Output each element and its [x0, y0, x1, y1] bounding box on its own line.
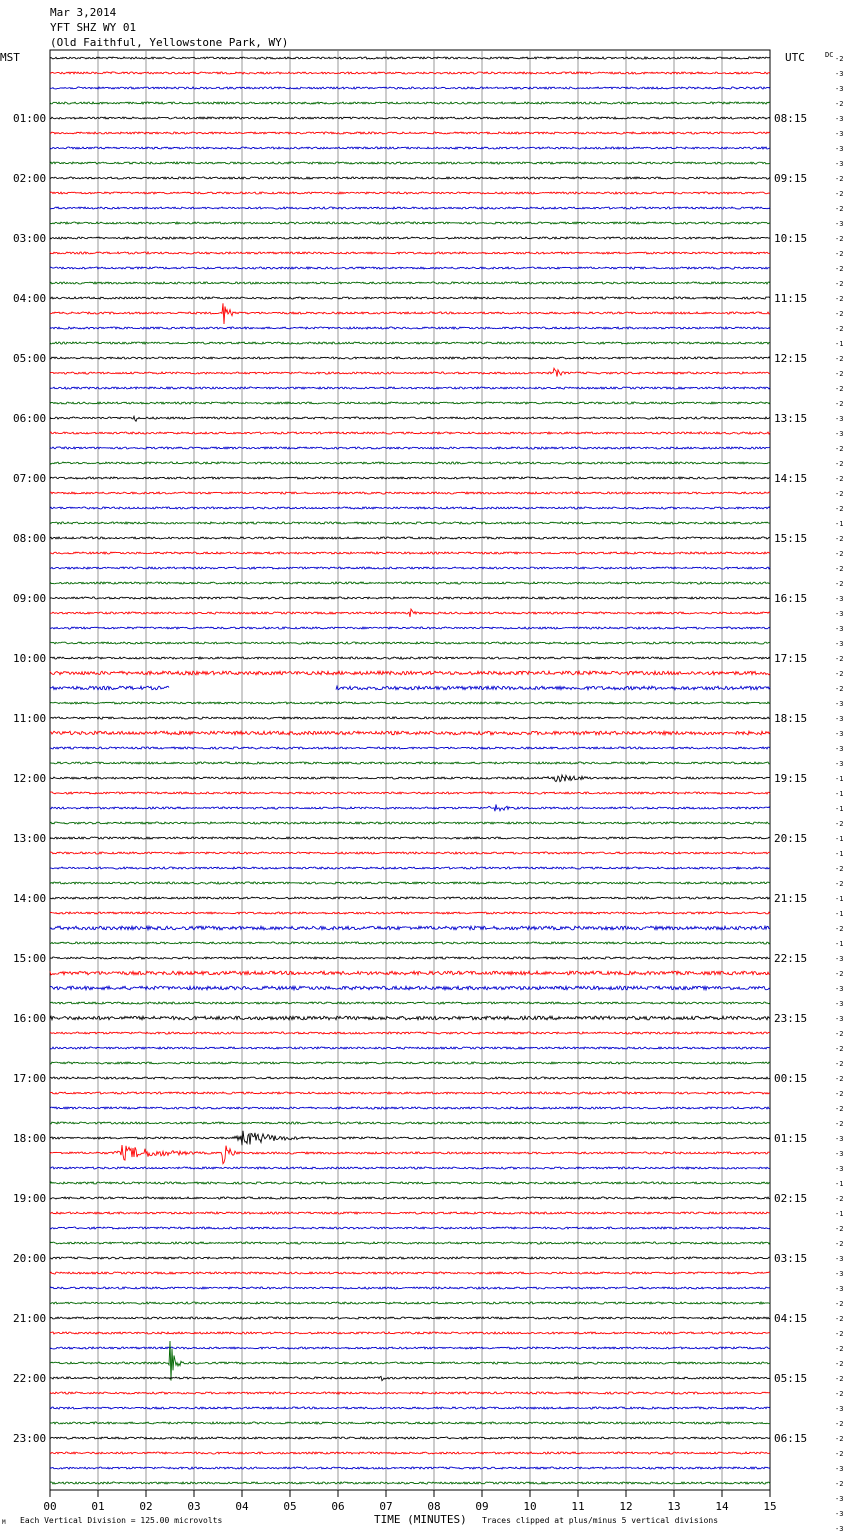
dc-offset-label: -3: [835, 1405, 844, 1413]
dc-offset-label: -2: [835, 100, 844, 108]
header-station: YFT SHZ WY 01: [50, 21, 137, 34]
trace-row-60: [50, 957, 770, 959]
dc-offset-label: -2: [835, 685, 844, 693]
trace-row-66: [50, 1047, 770, 1049]
trace-row-40: [50, 657, 770, 659]
left-hour-label: 22:00: [13, 1372, 47, 1385]
dc-offset-label: -2: [835, 1075, 844, 1083]
trace-row-10: [50, 207, 770, 209]
dc-offset-label: -3: [835, 1510, 844, 1518]
right-hour-label: 05:15: [774, 1372, 808, 1385]
x-axis-label: TIME (MINUTES): [374, 1513, 467, 1526]
dc-offset-label: -2: [835, 1105, 844, 1113]
dc-offset-label: -2: [835, 550, 844, 558]
dc-offset-label: -1: [835, 940, 844, 948]
dc-offset-label: -2: [835, 310, 844, 318]
right-hour-label: 14:15: [774, 472, 808, 485]
dc-offset-label: -2: [835, 1315, 844, 1323]
trace-row-19: [50, 342, 770, 344]
trace-row-49: [50, 792, 770, 794]
scale-note: Each Vertical Division = 125.00 microvolts: [20, 1516, 223, 1525]
trace-row-1: [50, 72, 770, 74]
trace-row-76: [50, 1197, 770, 1199]
trace-row-61: [50, 971, 770, 975]
left-hour-label: 10:00: [13, 652, 47, 665]
trace-row-64: [50, 1016, 770, 1020]
x-tick-label: 08: [427, 1500, 441, 1513]
left-hour-label: 03:00: [13, 232, 47, 245]
dc-offset-label: -3: [835, 985, 844, 993]
trace-row-22: [50, 387, 770, 389]
dc-offset-label: -2: [835, 1480, 844, 1488]
dc-offset-label: -1: [835, 850, 844, 858]
trace-row-48: [50, 775, 770, 782]
trace-row-23: [50, 402, 770, 404]
trace-row-15: [50, 282, 770, 284]
trace-row-0: [50, 57, 770, 59]
dc-offset-label: -2: [835, 880, 844, 888]
left-hour-label: 21:00: [13, 1312, 47, 1325]
dc-offset-label: -3: [835, 730, 844, 738]
trace-row-16: [50, 297, 770, 299]
left-hour-label: 01:00: [13, 112, 47, 125]
dc-offset-label: -1: [835, 805, 844, 813]
dc-offset-label: -3: [835, 1150, 844, 1158]
trace-row-29: [50, 492, 770, 494]
trace-row-26: [50, 447, 770, 449]
dc-offset-label: -2: [835, 1045, 844, 1053]
x-tick-label: 10: [523, 1500, 537, 1513]
right-hour-label: 19:15: [774, 772, 808, 785]
right-hour-label: 13:15: [774, 412, 808, 425]
dc-offset-label: -3: [835, 610, 844, 618]
trace-row-83: [50, 1302, 770, 1304]
x-tick-label: 05: [283, 1500, 297, 1513]
dc-offset-label: -2: [835, 865, 844, 873]
trace-row-59: [50, 942, 770, 944]
dc-offset-label: -2: [835, 1345, 844, 1353]
dc-offset-label: -1: [835, 1180, 844, 1188]
dc-offset-label: -3: [835, 145, 844, 153]
dc-offset-label: -2: [835, 1060, 844, 1068]
dc-offset-label: -2: [835, 250, 844, 258]
dc-offset-label: -1: [835, 910, 844, 918]
trace-row-70: [50, 1107, 770, 1109]
dc-offset-label: -2: [835, 655, 844, 663]
trace-row-4: [50, 117, 770, 119]
right-hour-label: 21:15: [774, 892, 808, 905]
dc-offset-label: -2: [835, 565, 844, 573]
dc-offset-label: -3: [835, 85, 844, 93]
dc-offset-label: -3: [835, 1000, 844, 1008]
right-hour-label: 11:15: [774, 292, 808, 305]
trace-row-42: [50, 686, 770, 690]
dc-offset-label: -2: [835, 1330, 844, 1338]
dc-offset-label: -2: [835, 1360, 844, 1368]
trace-row-84: [50, 1317, 770, 1319]
dc-offset-label: -1: [835, 775, 844, 783]
trace-row-41: [50, 671, 770, 675]
dc-offset-label: -2: [835, 490, 844, 498]
dc-offset-label: -2: [835, 1435, 844, 1443]
trace-row-52: [50, 837, 770, 839]
dc-offset-label: -2: [835, 385, 844, 393]
trace-row-50: [50, 805, 770, 812]
trace-row-88: [50, 1376, 770, 1380]
x-tick-label: 11: [571, 1500, 585, 1513]
dc-offset-label: -2: [835, 265, 844, 273]
dc-offset-label: -2: [835, 280, 844, 288]
right-hour-label: 04:15: [774, 1312, 808, 1325]
dc-offset-label: -1: [835, 520, 844, 528]
dc-offset-label: -2: [835, 460, 844, 468]
trace-row-27: [50, 462, 770, 464]
trace-row-91: [50, 1422, 770, 1424]
right-hour-label: 06:15: [774, 1432, 808, 1445]
trace-row-38: [50, 627, 770, 629]
left-hour-label: 07:00: [13, 472, 47, 485]
dc-offset-label: -2: [835, 925, 844, 933]
dc-offset-label: -3: [835, 625, 844, 633]
header-location: (Old Faithful, Yellowstone Park, WY): [50, 36, 289, 49]
dc-label: DC: [825, 51, 834, 59]
seismic-traces: [50, 57, 770, 1484]
trace-row-24: [50, 416, 770, 421]
dc-offset-label: -2: [835, 475, 844, 483]
trace-row-55: [50, 882, 770, 884]
trace-row-89: [50, 1392, 770, 1394]
trace-row-28: [50, 477, 770, 479]
trace-row-63: [50, 1002, 770, 1004]
dc-offset-label: -3: [835, 745, 844, 753]
dc-offset-label: -3: [835, 640, 844, 648]
trace-row-72: [50, 1131, 770, 1145]
dc-offset-label: -3: [835, 700, 844, 708]
x-tick-label: 12: [619, 1500, 633, 1513]
trace-row-11: [50, 222, 770, 224]
dc-offset-label: -2: [835, 190, 844, 198]
trace-row-20: [50, 357, 770, 359]
trace-row-47: [50, 762, 770, 764]
trace-row-78: [50, 1227, 770, 1229]
dc-offset-label: -1: [835, 790, 844, 798]
trace-row-93: [50, 1452, 770, 1454]
clip-note: Traces clipped at plus/minus 5 vertical divisions: [482, 1516, 719, 1525]
dc-offset-label: -3: [835, 115, 844, 123]
trace-row-34: [50, 567, 770, 569]
dc-offset-label: -3: [835, 70, 844, 78]
dc-offset-label: -2: [835, 1300, 844, 1308]
dc-offset-label: -3: [835, 415, 844, 423]
trace-row-65: [50, 1032, 770, 1034]
left-hour-label: 02:00: [13, 172, 47, 185]
trace-row-46: [50, 747, 770, 749]
left-hour-label: 11:00: [13, 712, 47, 725]
left-hour-label: 08:00: [13, 532, 47, 545]
dc-offset-label: -1: [835, 1210, 844, 1218]
x-tick-label: 14: [715, 1500, 729, 1513]
trace-row-25: [50, 432, 770, 434]
trace-row-92: [50, 1437, 770, 1439]
dc-offset-label: -2: [835, 325, 844, 333]
trace-row-17: [50, 303, 770, 324]
trace-row-56: [50, 897, 770, 899]
dc-offset-label: -3: [835, 1525, 844, 1533]
dc-offset-label: -2: [835, 235, 844, 243]
dc-offset-label: -3: [835, 1285, 844, 1293]
dc-offset-label: -2: [835, 1120, 844, 1128]
dc-offset-label: -3: [835, 715, 844, 723]
left-hour-label: 18:00: [13, 1132, 47, 1145]
left-hour-label: 14:00: [13, 892, 47, 905]
dc-offset-label: -2: [835, 670, 844, 678]
dc-offset-label: -3: [835, 160, 844, 168]
trace-row-81: [50, 1272, 770, 1274]
dc-offset-labels: [835, 55, 843, 1534]
left-hour-label: 16:00: [13, 1012, 47, 1025]
dc-offset-label: -3: [835, 955, 844, 963]
x-tick-label: 15: [763, 1500, 777, 1513]
trace-row-39: [50, 642, 770, 644]
dc-offset-label: -2: [835, 1450, 844, 1458]
x-tick-label: 09: [475, 1500, 489, 1513]
left-hour-label: 12:00: [13, 772, 47, 785]
right-hour-label: 16:15: [774, 592, 808, 605]
right-hour-label: 08:15: [774, 112, 808, 125]
x-tick-label: 06: [331, 1500, 345, 1513]
dc-offset-label: -3: [835, 1255, 844, 1263]
trace-row-5: [50, 132, 770, 134]
trace-row-18: [50, 327, 770, 329]
trace-row-21: [50, 368, 770, 376]
trace-row-68: [50, 1077, 770, 1079]
x-tick-label: 13: [667, 1500, 681, 1513]
dc-offset-label: -3: [835, 1165, 844, 1173]
trace-row-6: [50, 147, 770, 149]
left-timezone-label: MST: [0, 51, 20, 64]
trace-row-13: [50, 252, 770, 254]
trace-row-80: [50, 1257, 770, 1259]
trace-row-31: [50, 522, 770, 524]
left-hour-label: 15:00: [13, 952, 47, 965]
trace-row-37: [50, 609, 770, 617]
right-hour-label: 00:15: [774, 1072, 808, 1085]
dc-offset-label: -3: [835, 1465, 844, 1473]
dc-offset-label: -1: [835, 895, 844, 903]
trace-row-74: [50, 1167, 770, 1169]
right-hour-label: 22:15: [774, 952, 808, 965]
trace-row-86: [50, 1347, 770, 1349]
left-hour-label: 04:00: [13, 292, 47, 305]
x-axis-ticks: [43, 1490, 776, 1513]
dc-offset-label: -2: [835, 505, 844, 513]
left-hour-label: 20:00: [13, 1252, 47, 1265]
trace-row-32: [50, 537, 770, 539]
x-tick-label: 00: [43, 1500, 57, 1513]
left-hour-label: 06:00: [13, 412, 47, 425]
right-hour-label: 20:15: [774, 832, 808, 845]
dc-offset-label: -2: [835, 175, 844, 183]
trace-row-94: [50, 1467, 770, 1469]
right-hour-label: 10:15: [774, 232, 808, 245]
dc-offset-label: -2: [835, 1240, 844, 1248]
dc-offset-label: -3: [835, 430, 844, 438]
trace-row-51: [50, 822, 770, 824]
trace-row-44: [50, 717, 770, 719]
trace-row-14: [50, 267, 770, 269]
trace-row-67: [50, 1062, 770, 1064]
left-hour-label: 23:00: [13, 1432, 47, 1445]
trace-row-77: [50, 1212, 770, 1214]
trace-row-75: [50, 1182, 770, 1184]
dc-offset-label: -3: [835, 1270, 844, 1278]
right-timezone-label: UTC: [785, 51, 805, 64]
trace-row-12: [50, 237, 770, 239]
right-hour-label: 02:15: [774, 1192, 808, 1205]
header-date: Mar 3,2014: [50, 6, 117, 19]
x-tick-label: 02: [139, 1500, 153, 1513]
right-hour-labels: [774, 112, 807, 1445]
trace-row-35: [50, 582, 770, 584]
dc-offset-label: -2: [835, 535, 844, 543]
dc-offset-label: -2: [835, 1030, 844, 1038]
trace-row-90: [50, 1407, 770, 1409]
dc-offset-label: -3: [835, 1015, 844, 1023]
corner-mark: M: [2, 1519, 6, 1526]
left-hour-labels: [13, 112, 46, 1445]
x-tick-label: 01: [91, 1500, 105, 1513]
dc-offset-label: -2: [835, 355, 844, 363]
dc-offset-label: -2: [835, 1090, 844, 1098]
trace-row-8: [50, 177, 770, 179]
dc-offset-label: -2: [835, 970, 844, 978]
x-tick-label: 07: [379, 1500, 393, 1513]
dc-offset-label: -2: [835, 580, 844, 588]
trace-row-36: [50, 597, 770, 599]
x-tick-label: 04: [235, 1500, 249, 1513]
trace-row-53: [50, 852, 770, 854]
dc-offset-label: -2: [835, 400, 844, 408]
trace-row-58: [50, 926, 770, 930]
dc-offset-label: -2: [835, 445, 844, 453]
right-hour-label: 01:15: [774, 1132, 808, 1145]
dc-offset-label: -2: [835, 1390, 844, 1398]
dc-offset-label: -2: [835, 295, 844, 303]
dc-offset-label: -3: [835, 760, 844, 768]
left-hour-label: 17:00: [13, 1072, 47, 1085]
dc-offset-label: -3: [835, 595, 844, 603]
dc-offset-label: -2: [835, 1195, 844, 1203]
trace-row-57: [50, 912, 770, 914]
trace-row-30: [50, 507, 770, 509]
minute-grid: [98, 50, 722, 1490]
trace-row-7: [50, 162, 770, 164]
dc-offset-label: -3: [835, 130, 844, 138]
trace-row-33: [50, 552, 770, 554]
trace-row-45: [50, 731, 770, 735]
right-hour-label: 15:15: [774, 532, 808, 545]
trace-row-9: [50, 192, 770, 194]
trace-row-85: [50, 1332, 770, 1334]
left-hour-label: 09:00: [13, 592, 47, 605]
dc-offset-label: -2: [835, 55, 844, 63]
trace-row-82: [50, 1287, 770, 1289]
trace-row-87: [50, 1341, 770, 1381]
dc-offset-label: -2: [835, 370, 844, 378]
left-hour-label: 05:00: [13, 352, 47, 365]
dc-offset-label: -2: [835, 1225, 844, 1233]
dc-offset-label: -3: [835, 1495, 844, 1503]
trace-row-43: [50, 702, 770, 704]
trace-row-73: [50, 1145, 770, 1164]
trace-row-62: [50, 986, 770, 990]
trace-row-69: [50, 1092, 770, 1094]
dc-offset-label: -3: [835, 1135, 844, 1143]
trace-row-2: [50, 87, 770, 89]
trace-row-71: [50, 1122, 770, 1124]
dc-offset-label: -1: [835, 340, 844, 348]
left-hour-label: 19:00: [13, 1192, 47, 1205]
right-hour-label: 18:15: [774, 712, 808, 725]
left-hour-label: 13:00: [13, 832, 47, 845]
dc-offset-label: -2: [835, 820, 844, 828]
dc-offset-label: -3: [835, 220, 844, 228]
trace-row-95: [50, 1482, 770, 1484]
right-hour-label: 17:15: [774, 652, 808, 665]
dc-offset-label: -2: [835, 1375, 844, 1383]
right-hour-label: 12:15: [774, 352, 808, 365]
trace-row-79: [50, 1242, 770, 1244]
trace-row-54: [50, 867, 770, 869]
dc-offset-label: -1: [835, 835, 844, 843]
right-hour-label: 03:15: [774, 1252, 808, 1265]
dc-offset-label: -2: [835, 1420, 844, 1428]
dc-offset-label: -2: [835, 205, 844, 213]
right-hour-label: 23:15: [774, 1012, 808, 1025]
right-hour-label: 09:15: [774, 172, 808, 185]
x-tick-label: 03: [187, 1500, 201, 1513]
trace-row-3: [50, 102, 770, 104]
